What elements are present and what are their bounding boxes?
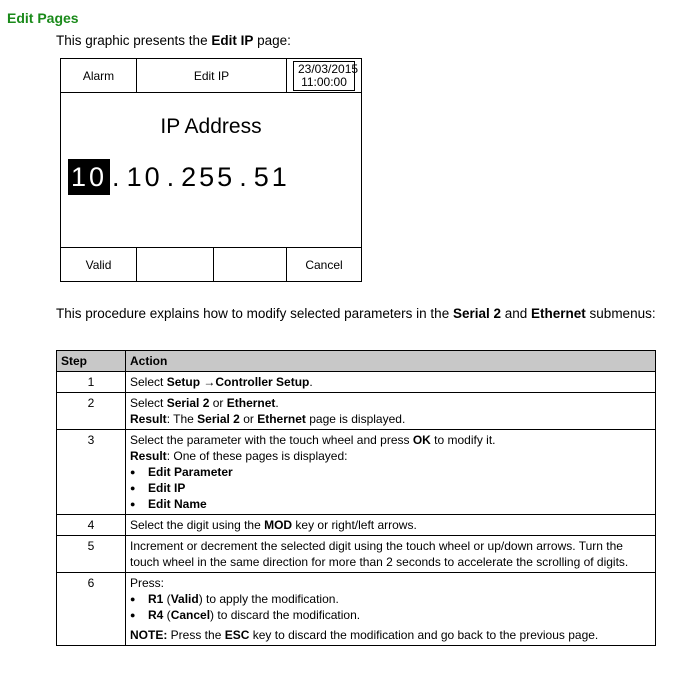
note-bold: ESC <box>224 628 250 642</box>
action-bold: Controller Setup <box>215 375 310 389</box>
table-row <box>57 393 656 430</box>
action-line: Press: <box>130 576 165 590</box>
ip-address-title: IP Address <box>160 115 262 138</box>
screen-top-bar <box>61 59 361 93</box>
result-text: : The <box>166 412 198 426</box>
action-text: . <box>309 375 313 389</box>
intro-bold: Edit IP <box>211 33 254 48</box>
edit-ip-screen <box>60 58 362 282</box>
intro-post: page: <box>253 33 291 48</box>
action-text: → <box>200 375 216 389</box>
result-label: Result <box>130 449 167 463</box>
datetime-box <box>293 61 359 91</box>
bullet-bold: Valid <box>170 592 199 606</box>
action-cell <box>126 515 656 536</box>
step-number: 4 <box>57 515 126 536</box>
step-number: 3 <box>57 430 126 515</box>
note-text: key to discard the modification and go back to the previous page. <box>249 628 599 642</box>
step-column-header: Step <box>57 351 126 372</box>
ip-octet-4[interactable]: 51 <box>253 161 290 192</box>
bullet-text: ( <box>163 608 171 622</box>
action-text: Select the digit using the <box>130 518 265 532</box>
action-text: . <box>275 396 279 410</box>
proc-bold-2: Ethernet <box>531 306 586 321</box>
result-line <box>130 448 651 464</box>
step-number: 5 <box>57 536 126 573</box>
bullet-item: ● Edit IP <box>130 480 651 496</box>
cancel-button[interactable]: Cancel <box>305 257 343 272</box>
action-text: or <box>209 396 227 410</box>
ip-separator: . <box>112 161 123 192</box>
date-text: 23/03/2015 <box>298 61 359 76</box>
action-text: to modify it. <box>430 433 496 447</box>
result-label: Result <box>130 412 167 426</box>
action-cell: Increment or decrement the selected digit using the touch wheel or up/down arrows. Turn the touch wheel in the same direction for more than 2 seconds to accelerate the scrolling of digits. <box>126 536 656 573</box>
action-cell <box>126 372 656 393</box>
proc-text-1: This procedure explains how to modify selected parameters in the <box>56 306 453 321</box>
action-text: key or right/left arrows. <box>292 518 417 532</box>
result-text: page is displayed. <box>305 412 406 426</box>
action-column-header: Action <box>126 351 656 372</box>
action-text: Select <box>130 396 167 410</box>
result-bold: Serial 2 <box>197 412 240 426</box>
procedure-text <box>56 305 656 322</box>
bullet-item <box>130 607 651 623</box>
step-number: 2 <box>57 393 126 430</box>
result-text: : One of these pages is displayed: <box>166 449 348 463</box>
note-text: Press the <box>167 628 225 642</box>
action-bold: Ethernet <box>226 396 276 410</box>
ip-address-value <box>68 159 292 195</box>
ip-separator: . <box>239 161 250 192</box>
result-bold: Ethernet <box>257 412 306 426</box>
bullet-text: ) to discard the modification. <box>210 608 361 622</box>
action-line <box>130 395 651 411</box>
bullet-item: ● Edit Parameter <box>130 464 651 480</box>
action-bold: MOD <box>264 518 293 532</box>
bullet-text: ( <box>163 592 171 606</box>
result-text: or <box>239 412 258 426</box>
action-cell <box>126 573 656 646</box>
page-title-cell: Edit IP <box>137 59 287 92</box>
valid-button[interactable]: Valid <box>61 248 137 281</box>
step-number: 1 <box>57 372 126 393</box>
screen-bottom-bar <box>61 247 361 281</box>
table-row <box>57 515 656 536</box>
intro-pre: This graphic presents the <box>56 33 212 48</box>
note-label: NOTE: <box>130 628 168 642</box>
action-bold: Setup <box>166 375 201 389</box>
table-row <box>57 430 656 515</box>
table-row <box>57 372 656 393</box>
ip-separator: . <box>166 161 178 192</box>
note-line <box>130 627 651 643</box>
action-bold: OK <box>412 433 431 447</box>
action-bold: Serial 2 <box>166 396 210 410</box>
step-number: 6 <box>57 573 126 646</box>
softkey-2[interactable] <box>137 248 214 281</box>
action-cell <box>126 430 656 515</box>
bullet-bold: Cancel <box>170 608 211 622</box>
bullet-bold: R1 <box>148 592 164 606</box>
softkey-3[interactable] <box>214 248 287 281</box>
ip-octet-1-selected[interactable]: 10 <box>68 159 110 195</box>
alarm-button[interactable]: Alarm <box>61 59 137 92</box>
action-text: Select the parameter with the touch wheel and press <box>130 433 413 447</box>
proc-text-3: submenus: <box>585 306 656 321</box>
action-cell <box>126 393 656 430</box>
bullet-bold: R4 <box>148 608 164 622</box>
intro-text <box>56 33 291 48</box>
action-line <box>130 432 651 448</box>
time-text: 11:00:00 <box>301 74 347 89</box>
proc-text-2: and <box>501 306 532 321</box>
section-heading: Edit Pages <box>7 10 79 26</box>
bullet-item: ● Edit Name <box>130 496 651 512</box>
proc-bold-1: Serial 2 <box>452 306 501 321</box>
ip-octet-3[interactable]: 255 <box>181 161 236 192</box>
bullet-text: ) to apply the modification. <box>198 592 339 606</box>
action-text: Select <box>130 375 167 389</box>
table-header-row <box>57 351 656 372</box>
bullet-item <box>130 591 651 607</box>
steps-table <box>56 350 656 646</box>
result-line <box>130 411 651 427</box>
datetime-cell <box>287 59 361 92</box>
ip-octet-2[interactable]: 10 <box>126 161 163 192</box>
table-row <box>57 536 656 573</box>
table-row <box>57 573 656 646</box>
